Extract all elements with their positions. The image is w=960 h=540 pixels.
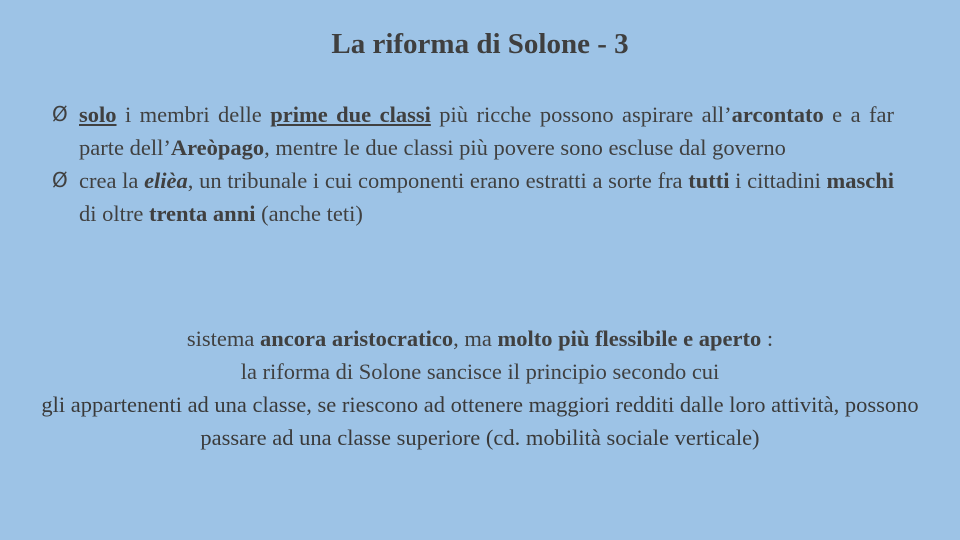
bullet-item-1 — [52, 98, 894, 164]
text-segment: i membri delle — [116, 102, 271, 127]
text-eliea: elièa — [144, 168, 188, 193]
text-solo: solo — [79, 102, 117, 127]
text-segment: (anche teti) — [255, 201, 363, 226]
text-maschi: maschi — [826, 168, 895, 193]
conclusion-line-3: gli appartenenti ad una classe, se riescono ad ottenere maggiori redditi dalle loro attività, possono passare ad una classe superiore (cd. mobilità sociale verticale) — [41, 392, 919, 450]
conclusion-line-2: la riforma di Solone sancisce il principio secondo cui — [240, 359, 720, 384]
text-segment: di oltre — [79, 201, 149, 226]
text-segment: , un tribunale i cui componenti erano estratti a sorte fra — [187, 168, 689, 193]
text-molto-piu-flessibile: molto più flessibile e aperto — [497, 326, 762, 351]
text-segment: i cittadini — [729, 168, 827, 193]
conclusion-line-1 — [30, 322, 930, 355]
conclusion-block — [30, 322, 930, 454]
text-segment: sistema — [186, 326, 261, 351]
text-tutti: tutti — [688, 168, 730, 193]
text-segment: , mentre le due classi più povere sono escluse dal governo — [264, 135, 786, 160]
arrow-bullet-icon: Ø — [52, 102, 68, 126]
text-segment: : — [761, 326, 774, 351]
text-prime-due-classi: prime due classi — [270, 102, 431, 127]
text-segment: e a far parte dell’ — [79, 102, 894, 160]
text-segment: crea la — [79, 168, 145, 193]
text-trenta-anni: trenta anni — [148, 201, 256, 226]
bullet-list — [52, 98, 894, 230]
text-areopago: Areòpago — [170, 135, 265, 160]
text-segment: , ma — [453, 326, 498, 351]
text-arcontato: arcontato — [731, 102, 824, 127]
slide-title: La riforma di Solone - 3 — [331, 28, 629, 60]
bullet-item-2 — [52, 164, 894, 230]
text-segment: più ricche possono aspirare all’ — [430, 102, 732, 127]
arrow-bullet-icon: Ø — [52, 168, 68, 192]
text-ancora-aristocratico: ancora aristocratico — [260, 326, 454, 351]
